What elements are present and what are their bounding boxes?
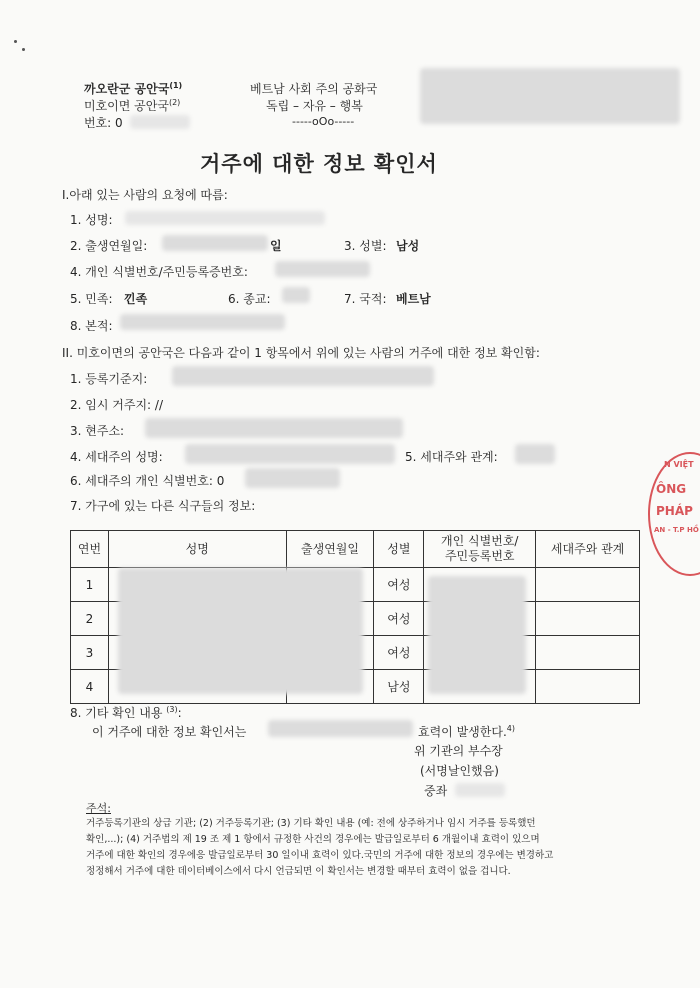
cell-gender: 여성: [374, 602, 424, 636]
validity-prefix: 이 거주에 대한 정보 확인서는: [92, 725, 247, 739]
table-header-row: [71, 531, 640, 568]
cell-gender: 여성: [374, 636, 424, 670]
stamp-text: AN - T.P HỒ: [654, 526, 699, 534]
stamp-text: N VIỆT: [664, 460, 694, 469]
scan-dot: [22, 48, 25, 51]
column-header: 개인 식별번호/ 주민등록번호: [424, 531, 536, 568]
other-info-heading: 8. 기타 확인 내용 $^{(3)}$:: [70, 705, 182, 720]
column-header: 성별: [374, 531, 424, 568]
section1-heading: I.아래 있는 사람의 요청에 따름:: [62, 188, 228, 202]
redacted-table-names: [118, 568, 363, 694]
cell-relationship: [536, 602, 640, 636]
birth-suffix: 일: [270, 239, 282, 253]
current-address-label: 3. 현주소:: [70, 424, 125, 438]
stamp-text: PHÁP: [656, 504, 693, 518]
redacted-origin: [120, 314, 285, 330]
header-left-line1: 까오란군 공안국$^{(1)}$: [84, 81, 183, 96]
row-number: 2: [71, 602, 109, 636]
ethnic-label: 5. 민족:: [70, 292, 113, 306]
column-header: 성명: [108, 531, 286, 568]
notes-heading: 주석:: [86, 802, 111, 815]
redacted-number: [130, 115, 190, 129]
redacted-table-ids: [428, 576, 526, 694]
column-header: 출생연월일: [286, 531, 374, 568]
notes-line: 확인,...); (4) 거주법의 제 19 조 제 1 항에서 규정한 사건의 경우에는 발급일로부터 6 개월이내 효력이 있으며: [86, 834, 540, 845]
redacted-validity-date: [268, 720, 413, 737]
column-header: 세대주와 관계: [536, 531, 640, 568]
nationality-value: 베트남: [396, 292, 431, 306]
validity-suffix: 효력이 발생한다.$^{4)}$: [418, 724, 515, 739]
temporary-residence-label: 2. 임시 거주지: //: [70, 398, 163, 412]
notes-line: 정정해서 거주에 대한 데이터베이스에서 다시 언급되면 이 확인서는 변경할 때부터 효력이 없을 겁니다.: [86, 866, 511, 877]
registration-label: 1. 등록기준지:: [70, 372, 148, 386]
row-number: 3: [71, 636, 109, 670]
redacted-id: [275, 261, 370, 277]
section2-heading: II. 미호이면의 공안국은 다음과 같이 1 항목에서 위에 있는 사람의 거주에 대한 정보 확인함:: [62, 346, 540, 360]
cell-relationship: [536, 568, 640, 602]
redacted-registration: [172, 366, 434, 386]
document-number: 번호: 0: [84, 116, 123, 130]
gender-value: 남성: [396, 239, 420, 253]
header-separator: -----oOo-----: [292, 115, 355, 128]
redacted-relationship: [515, 444, 555, 464]
head-name-label: 4. 세대주의 성명:: [70, 450, 163, 464]
redacted-head-id: [245, 468, 340, 488]
row-number: 1: [71, 568, 109, 602]
signature-title: 위 기관의 부수장: [414, 744, 503, 758]
column-header: 연번: [71, 531, 109, 568]
redacted-birth: [162, 235, 268, 251]
redacted-name: [125, 211, 325, 225]
relationship-label: 5. 세대주와 관계:: [405, 450, 498, 464]
redacted-signer: [455, 783, 505, 797]
cell-gender: 여성: [374, 568, 424, 602]
notes-line: 거주에 대한 확인의 경우에응 발급일로부터 30 일이내 효력이 있다.국민의 거주에 대한 정보의 경우에는 변경하고: [86, 850, 554, 861]
birth-label: 2. 출생연월일:: [70, 239, 148, 253]
page-title: 거주에 대한 정보 확인서: [200, 152, 438, 176]
gender-label: 3. 성별:: [344, 239, 387, 253]
signature-rank: 중좌: [424, 784, 448, 798]
header-country: 베트남 사회 주의 공화국: [250, 82, 378, 96]
signature-note: (서명날인했음): [420, 764, 499, 778]
id-label: 4. 개인 식별번호/주민등록증번호:: [70, 265, 248, 279]
cell-relationship: [536, 636, 640, 670]
name-label: 1. 성명:: [70, 213, 113, 227]
religion-label: 6. 종교:: [228, 292, 271, 306]
redacted-head-name: [185, 444, 395, 464]
cell-relationship: [536, 670, 640, 704]
scan-dot: [14, 40, 17, 43]
redacted-address: [145, 418, 403, 438]
notes-line: 거주등록기관의 상급 기관; (2) 거주등록기관; (3) 기타 확인 내용 (예: 전에 상주하거나 임시 거주를 등록했던: [86, 818, 536, 829]
origin-label: 8. 본적:: [70, 319, 113, 333]
head-id-label: 6. 세대주의 개인 식별번호: 0: [70, 474, 225, 488]
cell-gender: 남성: [374, 670, 424, 704]
row-number: 4: [71, 670, 109, 704]
stamp-text: ÔNG: [656, 482, 687, 496]
redacted-religion: [282, 287, 310, 303]
redacted-header-right: [420, 68, 680, 124]
header-motto: 독립 – 자유 – 행복: [266, 99, 363, 113]
nationality-label: 7. 국적:: [344, 292, 387, 306]
ethnic-value: 낀족: [124, 292, 148, 306]
family-info-label: 7. 가구에 있는 다른 식구들의 정보:: [70, 499, 256, 513]
header-left-line2: 미호이면 공안국$^{(2)}$: [84, 98, 181, 113]
